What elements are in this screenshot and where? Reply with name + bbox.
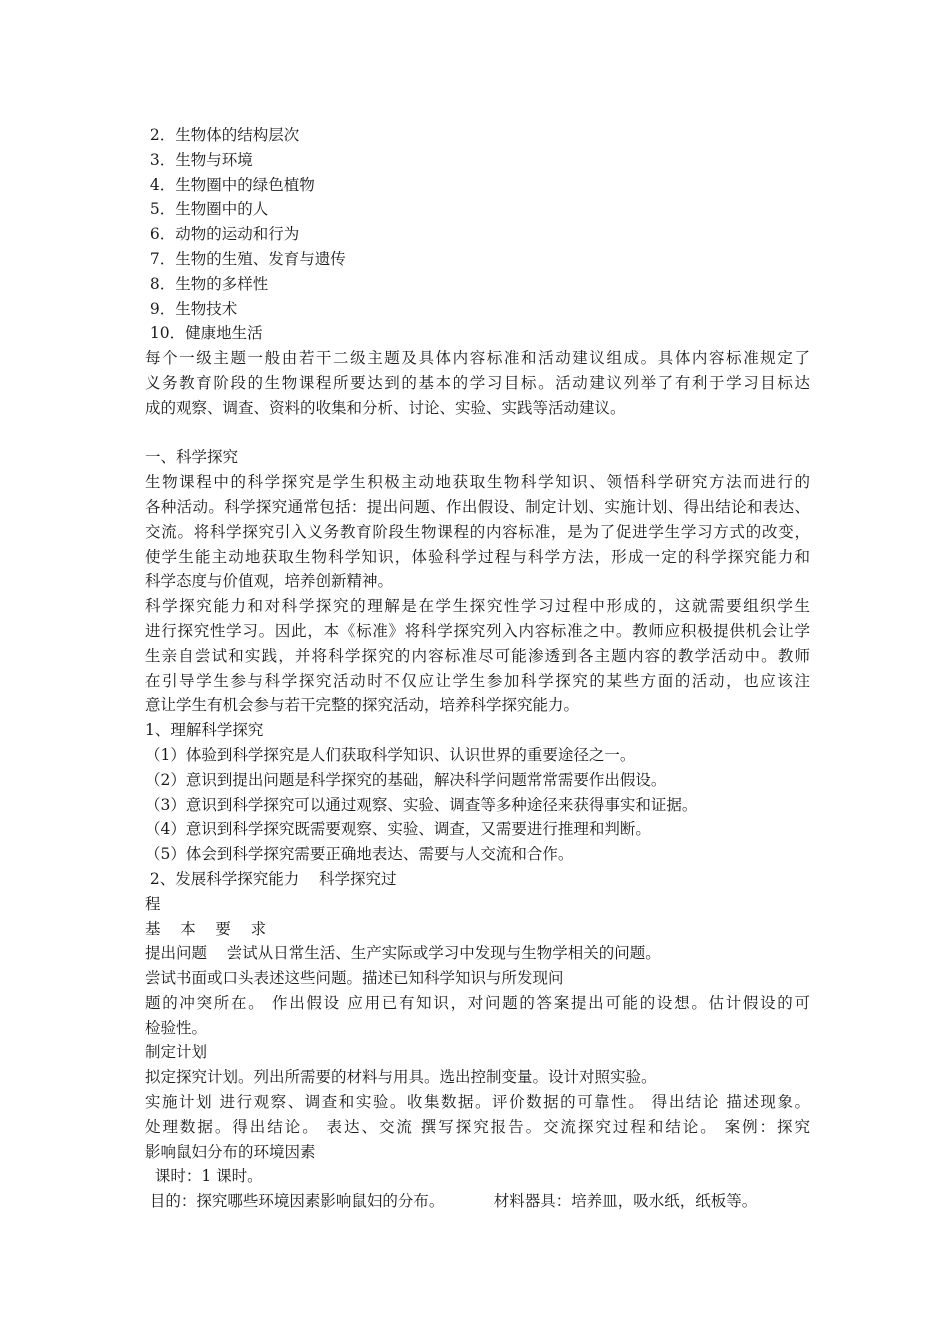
list-item: 9．生物技术 — [145, 299, 238, 318]
paragraph-line: 在引导学生参与科学探究活动时不仅应让学生参加科学探究的某些方面的活动，也应该注 — [145, 671, 810, 690]
list-item: 4．生物圈中的绿色植物 — [145, 175, 315, 194]
text-line: 程 — [145, 894, 161, 913]
paragraph-line: 进行探究性学习。因此，本《标准》将科学探究列入内容标准之中。教师应积极提供机会让学 — [145, 621, 810, 640]
paragraph-line: 使学生能主动地获取生物科学知识，体验科学过程与科学方法，形成一定的科学探究能力和 — [145, 547, 810, 566]
paragraph-line: 每个一级主题一般由若干二级主题及具体内容标准和活动建议组成。具体内容标准规定了 — [145, 349, 810, 368]
paragraph-line: 生物课程中的科学探究是学生积极主动地获取生物科学知识、领悟科学研究方法而进行的 — [145, 473, 810, 492]
list-item: （2）意识到提出问题是科学探究的基础，解决科学问题常常需要作出假设。 — [145, 770, 667, 789]
paragraph-line: 生亲自尝试和实践，并将科学探究的内容标准尽可能渗透到各主题内容的教学活动中。教师 — [145, 646, 810, 665]
list-item: （1）体验到科学探究是人们获取科学知识、认识世界的重要途径之一。 — [145, 745, 636, 764]
text-line: 制定计划 — [145, 1043, 208, 1062]
list-item: 3．生物与环境 — [145, 150, 253, 169]
text-line: 影响鼠妇分布的环境因素 — [145, 1142, 316, 1161]
text-line: 题的冲突所在。 作出假设 应用已有知识，对问题的答案提出可能的设想。估计假设的可 — [145, 993, 810, 1012]
section-heading: 一、科学探究 — [145, 448, 239, 467]
text-line: 基 本 要 求 — [145, 919, 267, 938]
list-item: 5．生物圈中的人 — [145, 200, 269, 219]
intro-paragraph — [145, 346, 810, 420]
text-line: 尝试书面或口头表述这些问题。描述已知科学知识与所发现问 — [145, 969, 564, 988]
text-line: 实施计划 进行观察、调查和实验。收集数据。评价数据的可靠性。 得出结论 描述现象。 — [145, 1093, 810, 1112]
list-item: （3）意识到科学探究可以通过观察、实验、调查等多种途径来获得事实和证据。 — [145, 795, 698, 814]
list-item: 10．健康地生活 — [145, 324, 263, 343]
text-line: 检验性。 — [145, 1018, 208, 1037]
sub-heading-understanding: 1、理解科学探究 — [145, 721, 264, 740]
paragraph-line: 各种活动。科学探究通常包括：提出问题、作出假设、制定计划、实施计划、得出结论和表达、 — [145, 497, 810, 516]
paragraph-line: 意让学生有机会参与若干完整的探究活动，培养科学探究能力。 — [145, 696, 580, 715]
paragraph-line: 义务教育阶段的生物课程所要达到的基本的学习目标。活动建议列举了有利于学习目标达 — [145, 373, 810, 392]
list-item: （4）意识到科学探究既需要观察、实验、调查，又需要进行推理和判断。 — [145, 820, 651, 839]
list-item: 8．生物的多样性 — [145, 274, 269, 293]
paragraph-line: 科学探究能力和对科学探究的理解是在学生探究性学习过程中形成的，这就需要组织学生 — [145, 597, 810, 616]
topic-list — [145, 123, 810, 346]
text-line: 提出问题 尝试从日常生活、生产实际或学习中发现与生物学相关的问题。 — [145, 944, 661, 963]
text-line: 处理数据。得出结论。 表达、交流 撰写探究报告。交流探究过程和结论。 案例：探究 — [145, 1117, 810, 1136]
list-item: 6．动物的运动和行为 — [145, 225, 300, 244]
list-item: 2．生物体的结构层次 — [145, 126, 300, 144]
sub-heading-ability: 2、发展科学探究能力 科学探究过 — [145, 869, 397, 888]
section-paragraph-1 — [145, 470, 810, 594]
text-line: 拟定探究计划。列出所需要的材料与用具。选出控制变量。设计对照实验。 — [145, 1068, 657, 1087]
document-body — [145, 123, 810, 1214]
list-item: 7．生物的生殖、发育与遗传 — [145, 249, 346, 268]
text-line: 课时：1 课时。 — [145, 1167, 263, 1186]
process-table-text — [145, 892, 810, 1165]
blank-line — [145, 421, 810, 446]
understanding-list — [145, 743, 810, 867]
paragraph-line: 交流。将科学探究引入义务教育阶段生物课程的内容标准，是为了促进学生学习方式的改变， — [145, 522, 810, 541]
list-item: （5）体会到科学探究需要正确地表达、需要与人交流和合作。 — [145, 845, 574, 864]
text-line: 目的：探究哪些环境因素影响鼠妇的分布。 材料器具：培养皿，吸水纸，纸板等。 — [145, 1192, 758, 1211]
paragraph-line: 成的观察、调查、资料的收集和分析、讨论、实验、实践等活动建议。 — [145, 398, 626, 417]
paragraph-line: 科学态度与价值观，培养创新精神。 — [145, 572, 394, 591]
case-section — [145, 1164, 810, 1214]
section-paragraph-2 — [145, 594, 810, 718]
